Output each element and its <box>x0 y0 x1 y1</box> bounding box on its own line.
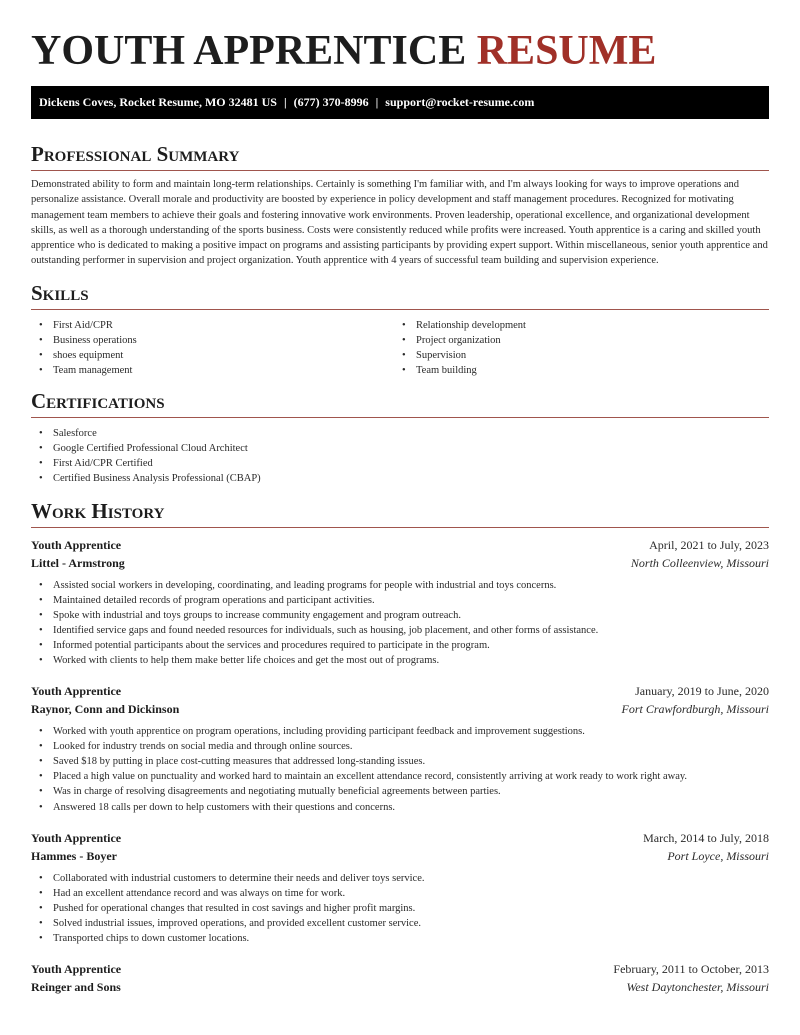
job-header-row <box>31 960 769 978</box>
certification-item: • Salesforce <box>31 426 769 441</box>
job-bullet: • Informed potential participants about the services and procedures required to participate in the program. <box>31 638 769 653</box>
job-company: Littel - Armstrong <box>31 555 125 570</box>
job-company: Hammes - Boyer <box>31 848 117 863</box>
job-company: Reinger and Sons <box>31 980 121 995</box>
job-dates: April, 2021 to July, 2023 <box>649 537 769 552</box>
certifications-list <box>31 426 769 486</box>
section-divider <box>31 309 769 310</box>
skills-heading: Skills <box>31 280 89 305</box>
resume-page <box>31 0 769 996</box>
job-bullet: • Collaborated with industrial customers to determine their needs and deliver toys service. <box>31 871 769 886</box>
job-entry <box>31 960 769 996</box>
skill-item: • Business operations <box>31 333 394 348</box>
job-location: North Colleenview, Missouri <box>630 555 769 570</box>
skills-grid <box>31 318 769 378</box>
job-bullet: • Identified service gaps and found needed resources for individuals, such as housing, job placement, and other forms of assistance. <box>31 623 769 638</box>
job-title: Youth Apprentice <box>31 537 122 552</box>
job-entry <box>31 682 769 815</box>
skill-item: • Team building <box>394 363 757 378</box>
section-divider <box>31 417 769 418</box>
title-main: YOUTH APPRENTICE <box>31 28 467 74</box>
job-subheader-row <box>31 554 769 572</box>
job-bullet: • Was in charge of resolving disagreements and negotiating mutually beneficial agreements between parties. <box>31 784 769 799</box>
job-location: Port Loyce, Missouri <box>667 848 769 863</box>
resume-title <box>31 30 769 72</box>
certification-item: • First Aid/CPR Certified <box>31 456 769 471</box>
summary-text: Demonstrated ability to form and maintain long-term relationships. Certainly is something I'm familiar with, and I'm always looking for ways to improve operations and personalize assistance. Overall morale and productivity are boosted by experience in policy development and staff management procedures. Recognized for motivating management team members to achieve their goals and fostering innovative work environments. Proven leadership, operational excellence, and organizational development skills, as well as a thorough understanding of the sports business. Costs were consistently reduced while profits were increased. Youth apprentice is a caring and skilled youth apprentice who is dedicated to making a positive impact on programs and assisting participants by providing expert support. Within miscellaneous, senior youth apprentice and outstanding performer in supervision and project organization. Youth apprentice with 4 years of successful team building and supervision experience. <box>31 179 768 267</box>
skills-section <box>31 280 769 378</box>
job-header-row <box>31 829 769 847</box>
job-subheader-row <box>31 700 769 718</box>
skill-item: • shoes equipment <box>31 348 394 363</box>
job-title: Youth Apprentice <box>31 684 122 699</box>
job-location: West Daytonchester, Missouri <box>626 980 769 995</box>
job-bullet: • Worked with clients to help them make better life choices and get the most out of programs. <box>31 653 769 668</box>
contact-separator: | <box>375 95 379 109</box>
section-divider <box>31 170 769 171</box>
skill-item: • First Aid/CPR <box>31 318 394 333</box>
job-bullet: • Looked for industry trends on social media and through online sources. <box>31 739 769 754</box>
job-bullet: • Spoke with industrial and toys groups to increase community engagement and program outreach. <box>31 608 769 623</box>
job-company: Raynor, Conn and Dickinson <box>31 702 180 717</box>
job-entry <box>31 829 769 946</box>
section-divider <box>31 527 769 528</box>
job-entry <box>31 536 769 669</box>
certifications-heading: Certifications <box>31 389 165 414</box>
certification-item: • Google Certified Professional Cloud Architect <box>31 441 769 456</box>
job-bullet: • Placed a high value on punctuality and worked hard to maintain an excellent attendance record, consistently arriving at work ready to work right away. <box>31 769 769 784</box>
job-bullet: • Had an excellent attendance record and was always on time for work. <box>31 886 769 901</box>
job-bullet: • Transported chips to down customer locations. <box>31 931 769 946</box>
contact-separator: | <box>283 95 287 109</box>
contact-phone: (677) 370-8996 <box>293 95 369 109</box>
job-bullet: • Solved industrial issues, improved operations, and provided excellent customer service. <box>31 916 769 931</box>
contact-address: Dickens Coves, Rocket Resume, MO 32481 US <box>39 95 277 109</box>
job-location: Fort Crawfordburgh, Missouri <box>621 702 769 717</box>
work-history-heading: Work History <box>31 498 165 523</box>
summary-heading: Professional Summary <box>31 142 240 166</box>
job-bullets <box>31 724 769 815</box>
job-bullet: • Worked with youth apprentice on program operations, including providing participant feedback and improvement suggestions. <box>31 724 769 739</box>
job-title: Youth Apprentice <box>31 962 122 977</box>
job-bullet: • Assisted social workers in developing, coordinating, and leading programs for people with industrial and toys concerns. <box>31 578 769 593</box>
job-dates: February, 2011 to October, 2013 <box>613 962 769 977</box>
certification-item: • Certified Business Analysis Professional (CBAP) <box>31 471 769 486</box>
job-bullets <box>31 871 769 946</box>
contact-bar <box>31 86 769 119</box>
skills-right-list <box>394 318 757 378</box>
job-subheader-row <box>31 847 769 865</box>
job-dates: January, 2019 to June, 2020 <box>635 684 769 699</box>
job-dates: March, 2014 to July, 2018 <box>643 830 769 845</box>
skill-item: • Supervision <box>394 348 757 363</box>
skill-item: • Project organization <box>394 333 757 348</box>
job-header-row <box>31 682 769 700</box>
skills-left-list <box>31 318 394 378</box>
job-bullet: • Pushed for operational changes that resulted in cost savings and higher profit margins. <box>31 901 769 916</box>
skill-item: • Relationship development <box>394 318 757 333</box>
summary-section <box>31 141 769 269</box>
job-bullet: • Saved $18 by putting in place cost-cutting measures that addressed long-standing issues. <box>31 754 769 769</box>
job-title: Youth Apprentice <box>31 830 122 845</box>
skill-item: • Team management <box>31 363 394 378</box>
job-subheader-row <box>31 978 769 996</box>
title-accent: RESUME <box>476 28 657 74</box>
job-bullets <box>31 578 769 669</box>
job-bullet: • Maintained detailed records of program operations and participant activities. <box>31 593 769 608</box>
job-header-row <box>31 536 769 554</box>
certifications-section <box>31 388 769 486</box>
work-history-section <box>31 498 769 997</box>
job-bullet: • Answered 18 calls per down to help customers with their questions and concerns. <box>31 800 769 815</box>
contact-email[interactable]: support@rocket-resume.com <box>385 95 535 109</box>
